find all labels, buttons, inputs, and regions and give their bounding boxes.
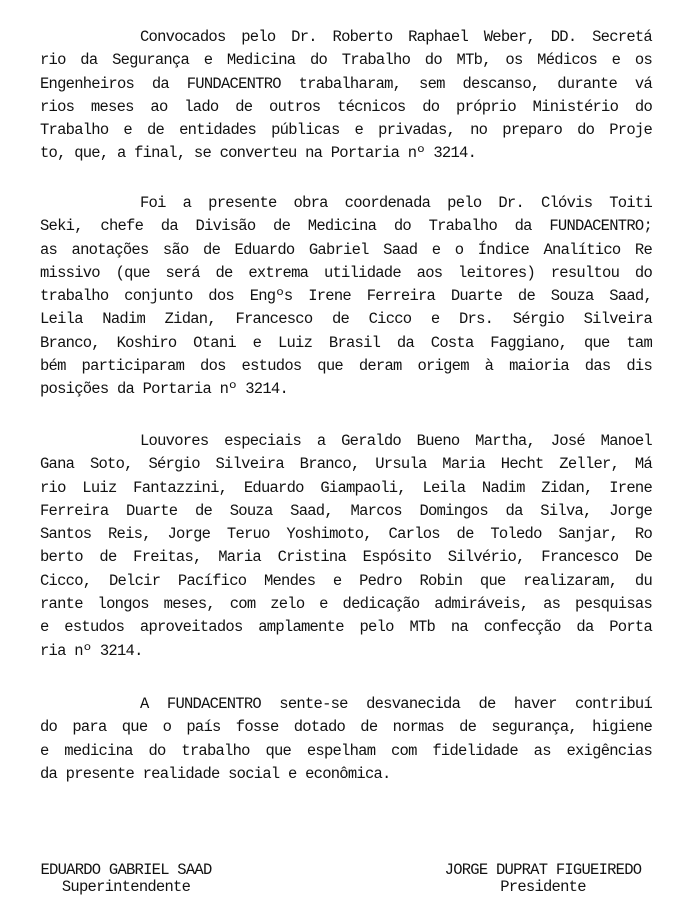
- text-line: Trabalho e de entidades públicas e privadas, no preparo do Proje: [40, 121, 652, 140]
- signatory-name: JORGE DUPRAT FIGUEIREDO: [444, 861, 642, 879]
- text-line: Louvores especiais a Geraldo Bueno Martha, José Manoel: [140, 432, 652, 450]
- text-line: e medicina do trabalho que espelham com fidelidade as exigências: [40, 741, 652, 760]
- paragraph-louvores: [40, 430, 652, 663]
- text-line: bém participaram dos estudos que deram origem à maioria das dis: [40, 357, 652, 376]
- text-line: rio Luiz Fantazzini, Eduardo Giampaoli, Leila Nadim Zidan, Irene: [40, 478, 652, 497]
- text-line: do para que o país fosse dotado de normas de segurança, higiene: [40, 718, 652, 737]
- text-line: rio da Segurança e Medicina do Trabalho do MTb, os Médicos e os: [40, 51, 652, 70]
- paragraph-fundacentro: [40, 693, 652, 786]
- text-line: Convocados pelo Dr. Roberto Raphael Weber, DD. Secretá: [140, 28, 652, 46]
- text-line: Ferreira Duarte de Souza Saad, Marcos Domingos da Silva, Jorge: [40, 501, 652, 520]
- text-line: to, que, a final, se converteu na Portaria nº 3214.: [40, 144, 477, 163]
- signatory-title: Presidente: [500, 878, 586, 896]
- text-line: e estudos aproveitados amplamente pelo MTb na confecção da Porta: [40, 618, 652, 637]
- text-line: Foi a presente obra coordenada pelo Dr. Clóvis Toiti: [140, 194, 652, 212]
- signature-superintendente: [36, 862, 216, 896]
- text-line: ria nº 3214.: [40, 641, 143, 660]
- text-line: trabalho conjunto dos Engºs Irene Ferreira Duarte de Souza Saad,: [40, 287, 652, 306]
- text-line: da presente realidade social e econômica.: [40, 764, 391, 783]
- text-line: Gana Soto, Sérgio Silveira Branco, Ursula Maria Hecht Zeller, Má: [40, 455, 652, 474]
- text-line: as anotações são de Eduardo Gabriel Saad e o Índice Analítico Re: [40, 240, 652, 259]
- text-line: rante longos meses, com zelo e dedicação admiráveis, as pesquisas: [40, 595, 652, 614]
- paragraph-coordenacao: [40, 192, 652, 402]
- signatory-name: EDUARDO GABRIEL SAAD: [40, 861, 212, 879]
- signature-presidente: [430, 862, 656, 896]
- text-line: Branco, Koshiro Otani e Luiz Brasil da Costa Faggiano, que tam: [40, 333, 652, 352]
- text-line: Cicco, Delcir Pacífico Mendes e Pedro Robin que realizaram, du: [40, 571, 652, 590]
- text-line: Seki, chefe da Divisão de Medicina do Trabalho da FUNDACENTRO;: [40, 217, 652, 236]
- text-line: posições da Portaria nº 3214.: [40, 380, 288, 399]
- text-line: Leila Nadim Zidan, Francesco de Cicco e Drs. Sérgio Silveira: [40, 310, 652, 329]
- text-line: A FUNDACENTRO sente-se desvanecida de haver contribuí: [140, 695, 652, 713]
- text-line: Engenheiros da FUNDACENTRO trabalharam, sem descanso, durante vá: [40, 74, 652, 93]
- signatory-title: Superintendente: [61, 878, 191, 896]
- text-line: berto de Freitas, Maria Cristina Espósito Silvério, Francesco De: [40, 548, 652, 567]
- text-line: Santos Reis, Jorge Teruo Yoshimoto, Carlos de Toledo Sanjar, Ro: [40, 525, 652, 544]
- text-line: missivo (que será de extrema utilidade aos leitores) resultou do: [40, 263, 652, 282]
- paragraph-convocados: [40, 26, 652, 166]
- text-line: rios meses ao lado de outros técnicos do próprio Ministério do: [40, 97, 652, 116]
